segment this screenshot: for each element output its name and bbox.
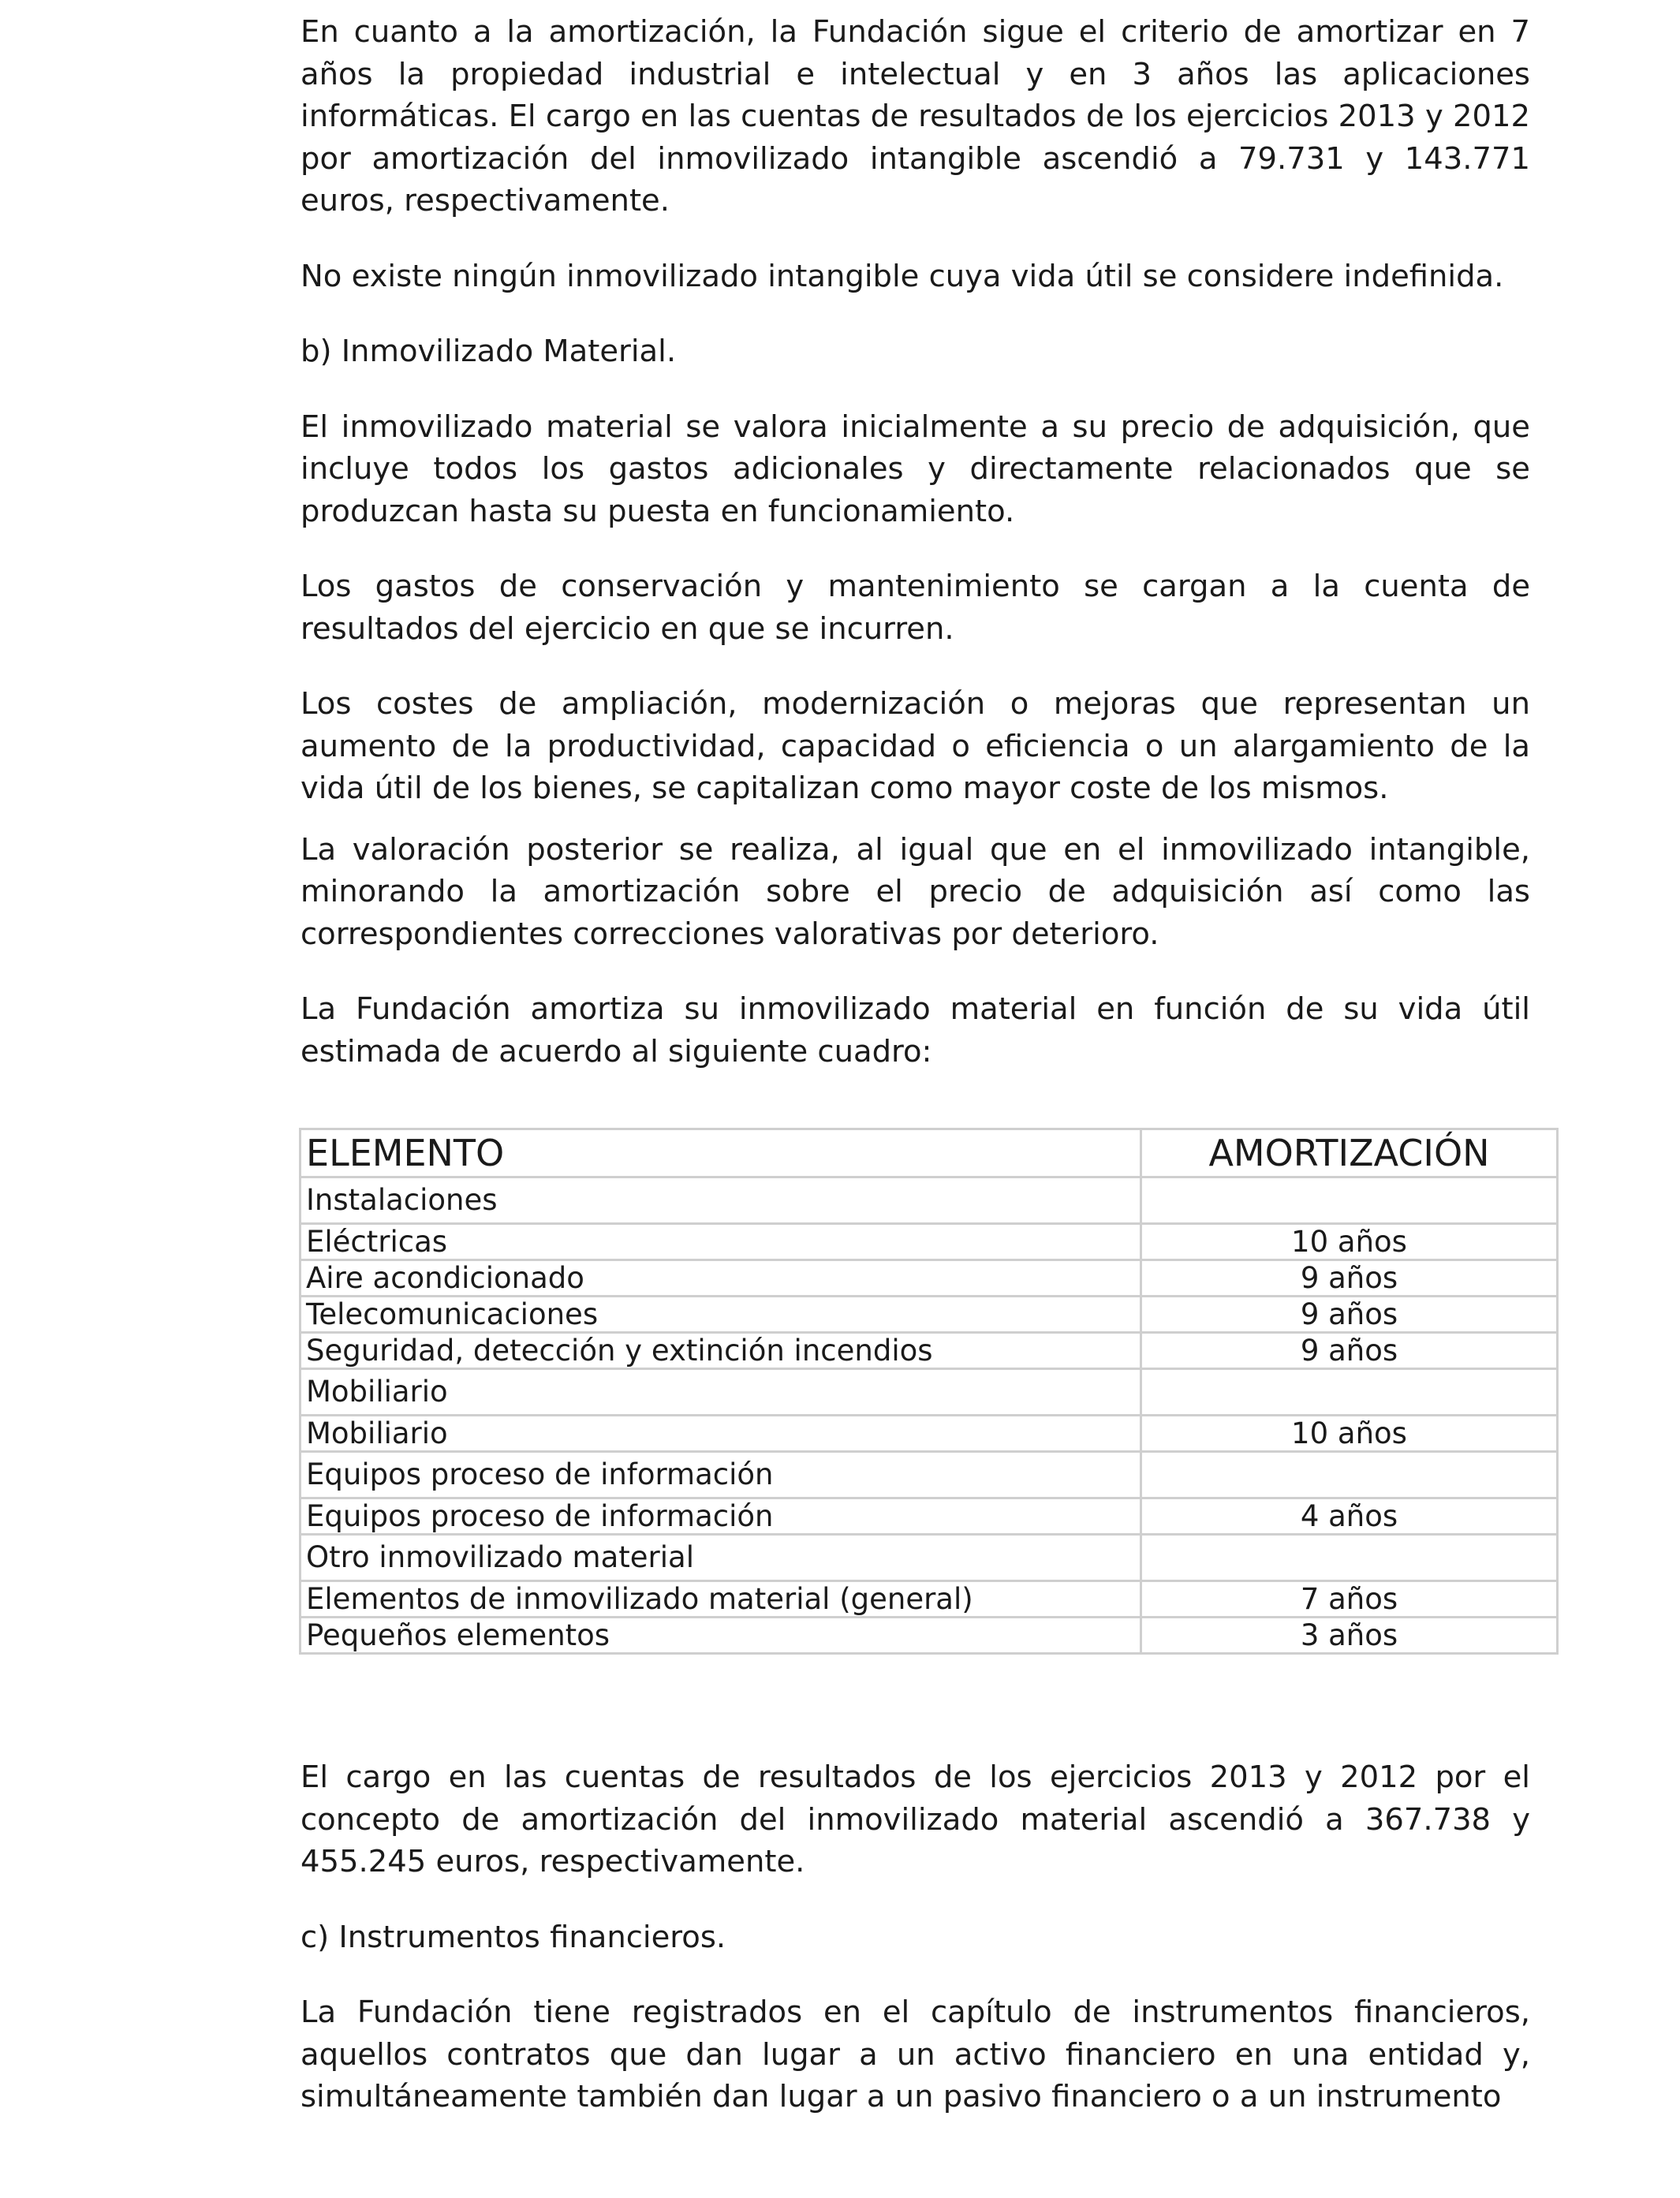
table-row	[301, 1177, 1558, 1224]
row-amortization	[1141, 1452, 1558, 1498]
row-element: Aire acondicionado	[301, 1260, 1141, 1297]
row-element: Equipos proceso de información	[301, 1498, 1141, 1535]
row-element: Pequeños elementos	[301, 1618, 1141, 1654]
column-header-amortization: AMORTIZACIÓN	[1141, 1129, 1558, 1177]
row-amortization: 9 años	[1141, 1333, 1558, 1369]
row-element: Seguridad, detección y extinción incendios	[301, 1333, 1141, 1369]
column-header-element: ELEMENTO	[301, 1129, 1141, 1177]
table-row	[301, 1535, 1558, 1581]
table-row	[301, 1618, 1558, 1654]
row-element: Elementos de inmovilizado material (general)	[301, 1581, 1141, 1618]
table-row	[301, 1224, 1558, 1260]
table-row	[301, 1498, 1558, 1535]
table-row	[301, 1416, 1558, 1452]
table-header-row	[301, 1129, 1558, 1177]
amortization-table	[299, 1128, 1559, 1655]
table-row	[301, 1369, 1558, 1416]
row-amortization: 9 años	[1141, 1297, 1558, 1333]
paragraph-table-intro: La Fundación amortiza su inmovilizado material en función de su vida útil estimada de acuerdo al siguiente cuadro:	[301, 991, 1530, 1069]
row-element: Equipos proceso de información	[301, 1452, 1141, 1498]
paragraph-financial-instruments: La Fundación tiene registrados en el capítulo de instrumentos financieros, aquellos contratos que dan lugar a un activo financiero en una entidad y, simultáneamente también dan lugar a un pasivo financiero o a un instrumento	[301, 1995, 1530, 2114]
row-amortization: 10 años	[1141, 1416, 1558, 1452]
paragraph-indefinite-life: No existe ningún inmovilizado intangible cuya vida útil se considere indefinida.	[301, 258, 1504, 294]
table-row	[301, 1452, 1558, 1498]
paragraph-improvement-costs: Los costes de ampliación, modernización o mejoras que representan un aumento de la productividad, capacidad o eficiencia o un alargamiento de la vida útil de los bienes, se capitalizan como mayor coste de los mismos.	[301, 686, 1530, 806]
document-body-bottom	[301, 1756, 1530, 2151]
document-body-top	[301, 11, 1530, 1106]
paragraph-maintenance-costs: Los gastos de conservación y mantenimiento se cargan a la cuenta de resultados del ejercicio en que se incurren.	[301, 569, 1530, 647]
row-element: Eléctricas	[301, 1224, 1141, 1260]
row-amortization: 10 años	[1141, 1224, 1558, 1260]
paragraph-initial-valuation: El inmovilizado material se valora inicialmente a su precio de adquisición, que incluye todos los gastos adicionales y directamente relacionados que se produzcan hasta su puesta en funcionamiento.	[301, 409, 1530, 529]
row-element: Mobiliario	[301, 1416, 1141, 1452]
row-element: Instalaciones	[301, 1177, 1141, 1224]
row-amortization: 9 años	[1141, 1260, 1558, 1297]
row-amortization: 7 años	[1141, 1581, 1558, 1618]
table-row	[301, 1333, 1558, 1369]
paragraph-material-amortization-charge: El cargo en las cuentas de resultados de los ejercicios 2013 y 2012 por el concepto de amortización del inmovilizado material ascendió a 367.738 y 455.245 euros, respectivamente.	[301, 1760, 1530, 1879]
table-row	[301, 1581, 1558, 1618]
row-amortization	[1141, 1535, 1558, 1581]
table-row	[301, 1297, 1558, 1333]
paragraph-subsequent-valuation: La valoración posterior se realiza, al igual que en el inmovilizado intangible, minorando la amortización sobre el precio de adquisición así como las correspondientes correcciones valorativas por deterioro.	[301, 831, 1530, 952]
row-amortization	[1141, 1177, 1558, 1224]
section-heading-material: b) Inmovilizado Material.	[301, 334, 677, 369]
section-heading-financial-instruments: c) Instrumentos financieros.	[301, 1919, 726, 1955]
row-element: Telecomunicaciones	[301, 1297, 1141, 1333]
row-amortization: 4 años	[1141, 1498, 1558, 1535]
row-element: Mobiliario	[301, 1369, 1141, 1416]
row-amortization: 3 años	[1141, 1618, 1558, 1654]
row-amortization	[1141, 1369, 1558, 1416]
table-row	[301, 1260, 1558, 1297]
row-element: Otro inmovilizado material	[301, 1535, 1141, 1581]
paragraph-intangible-amortization: En cuanto a la amortización, la Fundación sigue el criterio de amortizar en 7 años la propiedad industrial e intelectual y en 3 años las aplicaciones informáticas. El cargo en las cuentas de resultados de los ejercicios 2013 y 2012 por amortización del inmovilizado intangible ascendió a 79.731 y 143.771 euros, respectivamente.	[301, 14, 1530, 218]
